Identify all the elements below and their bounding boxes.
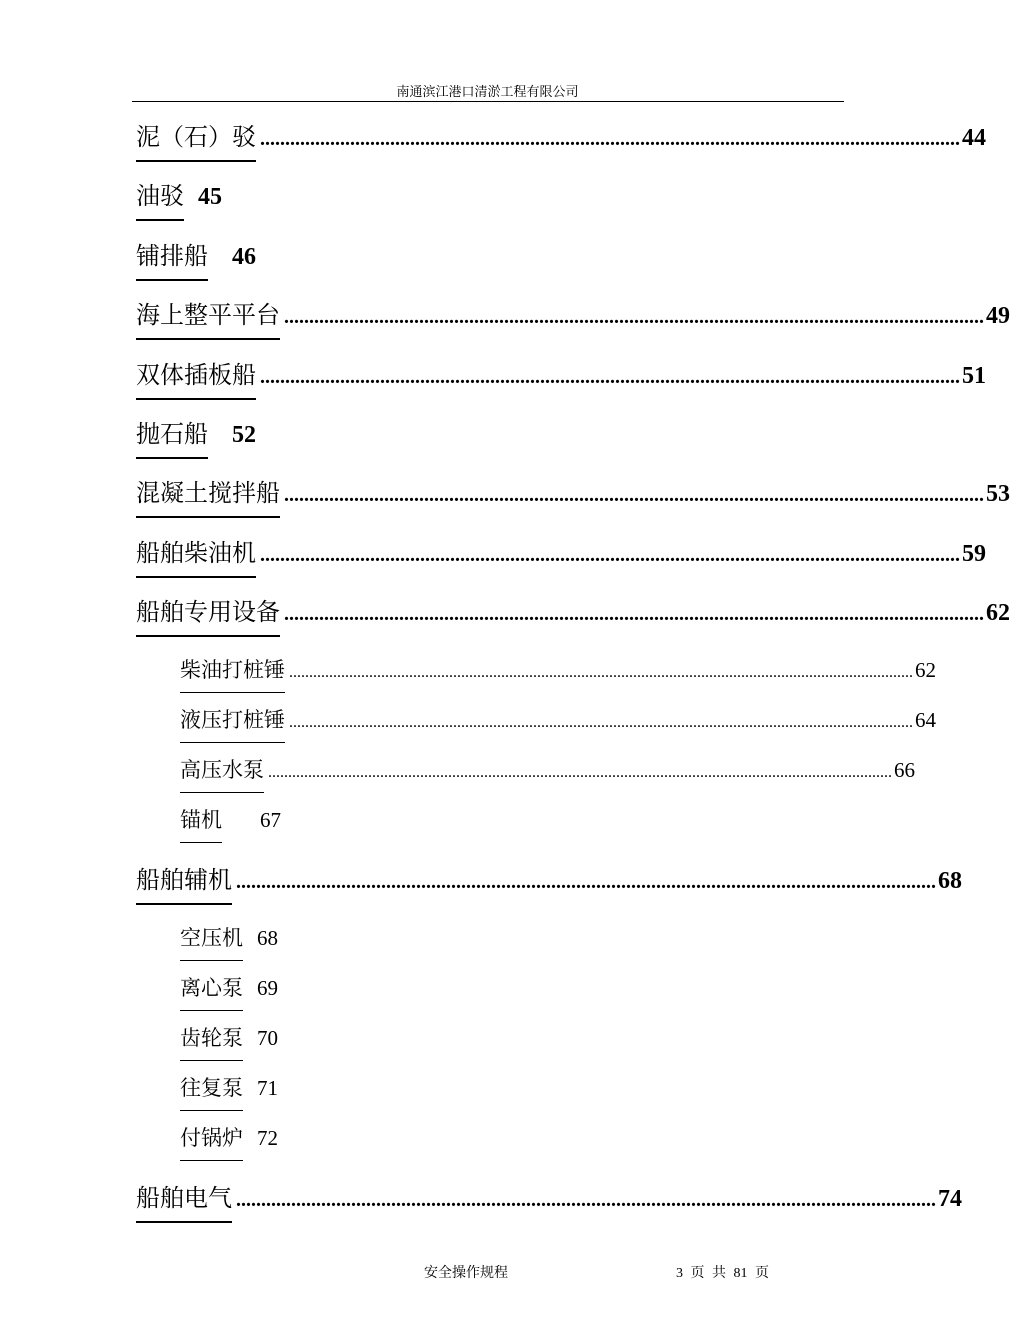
toc-entry-page: 62: [986, 600, 1010, 626]
toc-entry-title: 船舶辅机: [136, 860, 232, 895]
dot-leader: ............................................................................................................................................: [284, 484, 984, 506]
toc-entry-page: 45: [198, 184, 222, 210]
toc-entry[interactable]: [136, 176, 842, 211]
toc-entry-title: 双体插板船: [136, 355, 256, 390]
footer-page-info: 3 页 共 81 页: [676, 1266, 769, 1281]
toc-entry-page: 59: [962, 541, 986, 567]
toc-entry-title: 混凝土搅拌船: [136, 473, 280, 508]
toc-entry-page: 62: [915, 658, 936, 682]
toc-entry-title: 锚机: [180, 804, 222, 834]
footer-doc-title: 安全操作规程: [424, 1266, 508, 1281]
toc-subentry[interactable]: [180, 972, 842, 1002]
toc-subentry[interactable]: [180, 704, 936, 734]
toc-entry-page: 69: [257, 976, 278, 1000]
toc-entry-title: 往复泵: [180, 1072, 243, 1102]
toc-entry-page: 67: [260, 808, 281, 832]
dot-leader: ............................................................................................................................................................: [268, 764, 892, 781]
toc-entry-page: 72: [257, 1126, 278, 1150]
toc-entry-title: 离心泵: [180, 972, 243, 1002]
toc-subentry[interactable]: [180, 754, 915, 784]
toc-entry[interactable]: [136, 473, 1010, 508]
toc-entry-title: 船舶电气: [136, 1178, 232, 1213]
toc-subentry[interactable]: [180, 1022, 842, 1052]
toc-subentry[interactable]: [180, 922, 842, 952]
toc-subentry[interactable]: [180, 654, 936, 684]
toc-entry-page: 46: [232, 244, 256, 270]
toc-entry-title: 船舶专用设备: [136, 592, 280, 627]
dot-leader: ............................................................................................................................................: [260, 128, 960, 150]
dot-leader: ............................................................................................................................................................: [289, 664, 913, 681]
toc-entry[interactable]: [136, 355, 986, 390]
toc-entry-page: 51: [962, 363, 986, 389]
toc-entry-title: 齿轮泵: [180, 1022, 243, 1052]
toc-entry-page: 64: [915, 708, 936, 732]
toc-subentry[interactable]: [180, 804, 842, 834]
toc-entry-title: 泥（石）驳: [136, 117, 256, 152]
toc-entry-page: 68: [938, 868, 962, 894]
toc-entry-title: 液压打桩锤: [180, 704, 285, 734]
toc-entry[interactable]: [136, 1178, 962, 1213]
toc-entry[interactable]: [136, 533, 986, 568]
toc-entry[interactable]: [136, 860, 962, 895]
dot-leader: ............................................................................................................................................................: [289, 714, 913, 731]
toc-entry-page: 74: [938, 1186, 962, 1212]
dot-leader: ............................................................................................................................................: [284, 603, 984, 625]
toc-entry[interactable]: [136, 592, 1010, 627]
toc-entry-page: 52: [232, 422, 256, 448]
toc-entry-title: 油驳: [136, 176, 184, 211]
toc-entry-page: 68: [257, 926, 278, 950]
toc-entry-page: 66: [894, 758, 915, 782]
toc-entry[interactable]: [136, 295, 1010, 330]
toc-entry-title: 海上整平平台: [136, 295, 280, 330]
toc-subentry[interactable]: [180, 1072, 842, 1102]
toc-entry-page: 53: [986, 481, 1010, 507]
toc-entry-page: 49: [986, 303, 1010, 329]
toc-entry-page: 71: [257, 1076, 278, 1100]
toc-entry-title: 高压水泵: [180, 754, 264, 784]
toc-entry-title: 柴油打桩锤: [180, 654, 285, 684]
toc-entry-title: 付锅炉: [180, 1122, 243, 1152]
toc-entry[interactable]: [136, 414, 842, 449]
toc-entry-title: 抛石船: [136, 414, 208, 449]
dot-leader: ............................................................................................................................................: [260, 544, 960, 566]
dot-leader: ............................................................................................................................................: [284, 306, 984, 328]
dot-leader: ............................................................................................................................................: [260, 366, 960, 388]
toc-entry-page: 70: [257, 1026, 278, 1050]
toc-entry[interactable]: [136, 236, 842, 271]
toc-entry-title: 空压机: [180, 922, 243, 952]
dot-leader: ............................................................................................................................................: [236, 871, 936, 893]
page-header: 南通滨江港口清淤工程有限公司: [396, 84, 579, 99]
dot-leader: ............................................................................................................................................: [236, 1189, 936, 1211]
toc-entry-title: 铺排船: [136, 236, 208, 271]
toc-subentry[interactable]: [180, 1122, 842, 1152]
toc-entry[interactable]: [136, 117, 986, 152]
toc-entry-page: 44: [962, 125, 986, 151]
toc-entry-title: 船舶柴油机: [136, 533, 256, 568]
